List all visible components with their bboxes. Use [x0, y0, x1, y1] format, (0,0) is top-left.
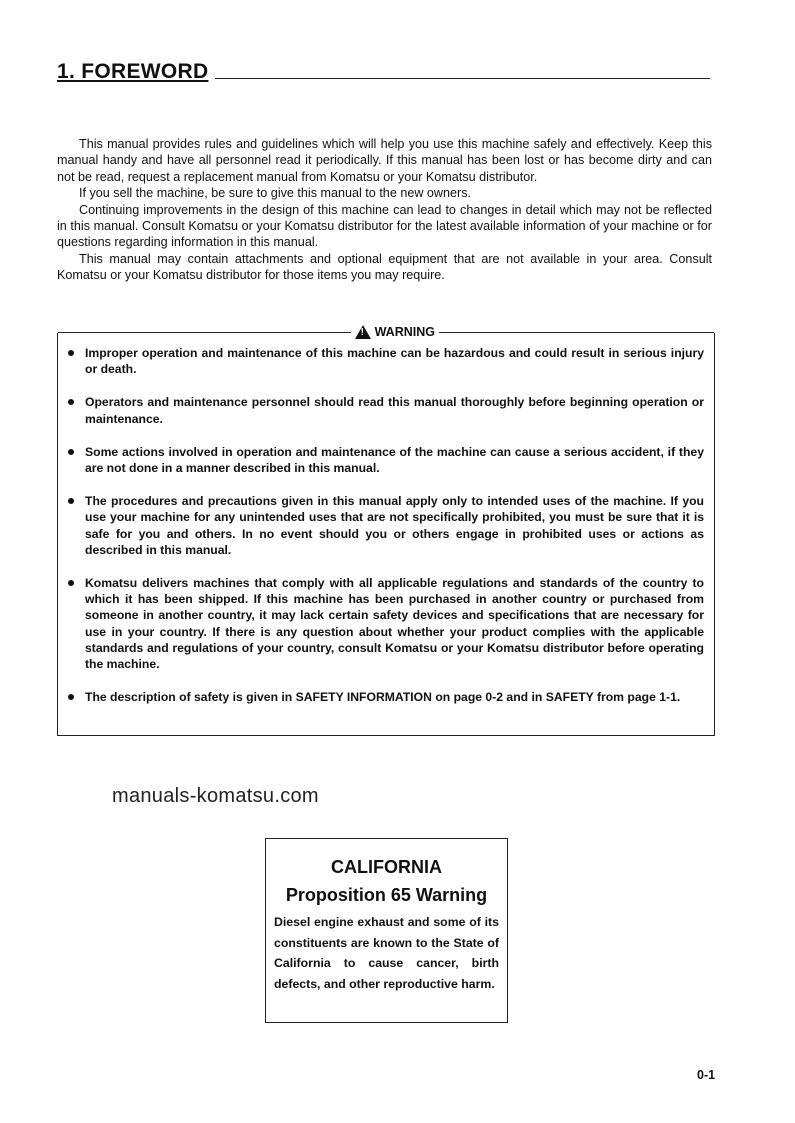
california-heading: CALIFORNIA: [331, 857, 442, 877]
warning-item: [68, 394, 704, 426]
paragraph: This manual may contain attachments and optional equipment that are not available in your area. Consult Komatsu or your Komatsu distributor for those items you may require.: [57, 251, 712, 283]
bullet-icon: [68, 498, 74, 504]
warning-text: Operators and maintenance personnel should read this manual thoroughly before beginning operation or maintenance.: [85, 395, 704, 426]
warning-item: [68, 493, 704, 558]
warning-triangle-icon: [355, 325, 371, 339]
title-rule: [215, 78, 710, 79]
bullet-icon: [68, 399, 74, 405]
warning-item: [68, 575, 704, 672]
divider: [439, 332, 714, 333]
warning-item: [68, 345, 704, 377]
warning-text: The description of safety is given in SAFETY INFORMATION on page 0-2 and in SAFETY from page 1-1.: [85, 690, 681, 705]
california-prop65-box: [265, 838, 508, 1023]
warning-text: Some actions involved in operation and maintenance of the machine can cause a serious accident, if they are not done in a manner described in this manual.: [85, 444, 704, 476]
warning-text: Improper operation and maintenance of this machine can be hazardous and could result in serious injury or death.: [85, 346, 704, 377]
paragraph: Continuing improvements in the design of this machine can lead to changes in detail which may not be reflected in this manual. Consult Komatsu or your Komatsu distributor for the latest available information of your machine or for questions regarding information in this manual.: [57, 202, 712, 250]
paragraph: If you sell the machine, be sure to give this manual to the new owners.: [79, 186, 472, 201]
bullet-icon: [68, 580, 74, 586]
warning-box: [57, 325, 715, 736]
warning-text: The procedures and precautions given in this manual apply only to intended uses of the machine. If you use your machine for any unintended uses that are not specifically prohibited, you must be sure that it is safe for you and others. In no event should you or others engage in prohibited uses or actions as described in this manual.: [85, 494, 704, 557]
foreword-text: [57, 136, 712, 284]
prop65-text: Diesel engine exhaust and some of its constituents are known to the State of California to cause cancer, birth defects, and other reproductive harm.: [274, 915, 499, 991]
warning-text: Komatsu delivers machines that comply with all applicable regulations and standards of the country to which it has been shipped. If this machine has been purchased in another country or purchased from someone in another country, it may lack certain safety devices and specifications that are necessary for use in your country. If there is any question about whether your product complies with the applicable standards and regulations of your country, consult Komatsu or your Komatsu distributor before operating the machine.: [85, 576, 704, 672]
warning-item: [68, 689, 704, 705]
warning-item: [68, 444, 704, 476]
warning-header: [58, 325, 714, 339]
bullet-icon: [68, 449, 74, 455]
bullet-icon: [68, 350, 74, 356]
section-title: 1. FOREWORD: [57, 60, 209, 83]
prop65-heading: Proposition 65 Warning: [285, 885, 488, 905]
watermark: manuals-komatsu.com: [112, 785, 319, 807]
divider: [58, 332, 351, 333]
warning-label: WARNING: [374, 325, 435, 339]
paragraph: This manual provides rules and guidelines which will help you use this machine safely and effectively. Keep this manual handy and have all personnel read it periodically. If this manual has been lost or has become dirty and can not be read, request a replacement manual from Komatsu or your Komatsu distributor.: [57, 137, 712, 184]
page-number: 0-1: [697, 1068, 716, 1082]
bullet-icon: [68, 694, 74, 700]
